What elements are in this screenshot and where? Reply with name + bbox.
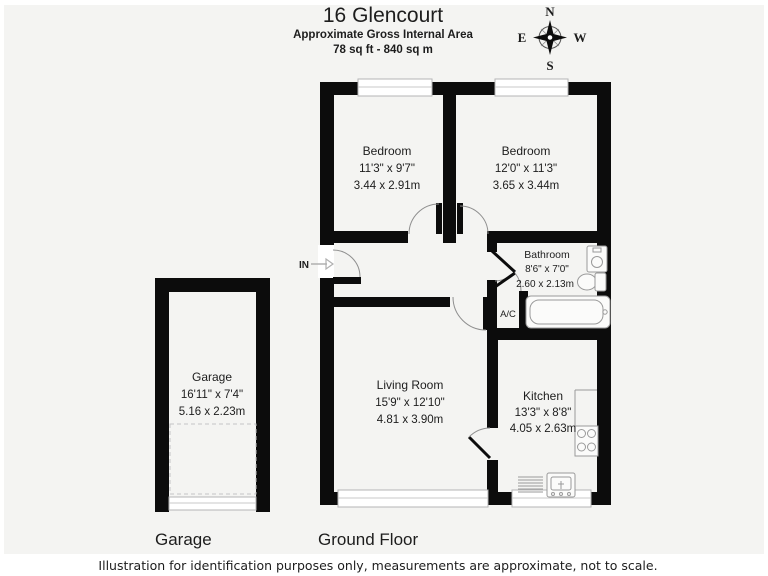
wall-left-lower [320, 278, 334, 505]
toilet-tank [595, 273, 606, 291]
page-subtitle: Approximate Gross Internal Area [293, 29, 473, 41]
wall-bedroom-divider [443, 95, 456, 243]
wall-bathroom-west-upper [487, 243, 497, 252]
compass-north-label: N [545, 4, 555, 19]
bedroom1-name: Bedroom [362, 144, 412, 158]
page-title: 16 Glencourt [322, 4, 444, 27]
entrance-label: IN [299, 260, 309, 271]
bedroom2-metric: 3.65 x 3.44m [492, 180, 560, 192]
bedroom2-imperial: 12'0" x 11'3" [494, 163, 558, 175]
bathroom-name: Bathroom [524, 249, 570, 261]
bedroom1-label-group [354, 144, 420, 192]
living-imperial: 15'9" x 12'10" [375, 397, 445, 409]
area-range: 78 sq ft - 840 sq m [333, 44, 433, 56]
bedroom1-imperial: 11'3" x 9'7" [359, 163, 415, 175]
wall-right [597, 82, 611, 505]
compass-south-label: S [546, 58, 554, 73]
wall-hall-left [334, 231, 408, 243]
floor-caption: Ground Floor [318, 530, 419, 549]
wall-kitchen-west-upper [487, 340, 498, 428]
toilet [578, 274, 597, 290]
living-label-group [375, 378, 444, 426]
bathroom-imperial: 8'6" x 7'0" [525, 264, 569, 275]
disclaimer-text: Illustration for identification purposes only, measurements are approximate, not to scale. [98, 558, 658, 573]
garage-wall-right [256, 278, 270, 512]
garage-metric: 5.16 x 2.23m [178, 406, 246, 418]
ac-closet-label: A/C [500, 309, 516, 320]
bathroom-metric: 2.60 x 2.13m [516, 279, 574, 290]
kitchen-name: Kitchen [522, 389, 564, 403]
bedroom2-name: Bedroom [501, 144, 551, 158]
bathroom-label-group [516, 249, 574, 290]
wall-bathroom-top [487, 231, 597, 243]
bedroom2-door-leaf [457, 203, 463, 234]
garage-name: Garage [191, 370, 233, 384]
bathroom-sink [587, 246, 607, 272]
wall-kitchen-west-lower [487, 460, 498, 505]
wall-left-upper [320, 82, 334, 245]
garage-caption: Garage [155, 530, 212, 549]
kitchen-metric: 4.05 x 2.63m [509, 423, 577, 435]
wall-kitchen-top [487, 328, 611, 340]
living-metric: 4.81 x 3.90m [376, 414, 444, 426]
garage-wall-top [155, 278, 270, 292]
wall-hall-living [334, 297, 450, 307]
disclaimer-bar [0, 554, 768, 576]
garage-wall-left [155, 278, 169, 512]
entrance-door-leaf [333, 277, 361, 284]
kitchen-imperial: 13'3" x 8'8" [514, 407, 572, 419]
garage-imperial: 16'11" x 7'4" [180, 389, 244, 401]
living-name: Living Room [376, 378, 444, 392]
compass-west-label: W [573, 30, 587, 45]
compass-east-label: E [517, 30, 527, 45]
bedroom2-label-group [493, 144, 559, 192]
bedroom1-door-leaf [436, 203, 442, 234]
living-door-leaf [483, 297, 489, 330]
bedroom1-metric: 3.44 x 2.91m [353, 180, 421, 192]
